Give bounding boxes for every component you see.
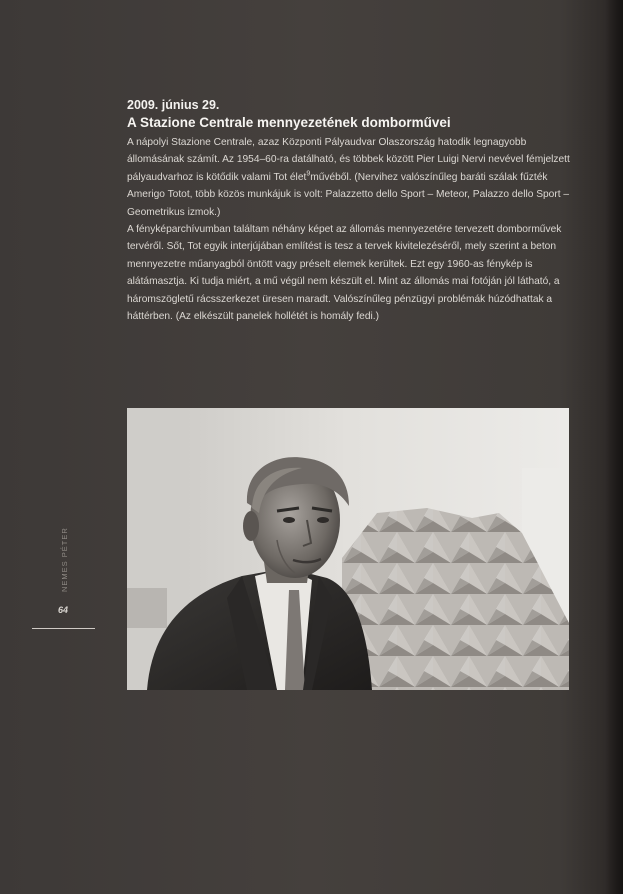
article-paragraph-2: A fényképarchívumban találtam néhány képet az állomás mennyezetére tervezett domborművek tervéről. Sőt, Tot egyik interjújában említést is tesz a tervek kivitelezéséről, mely szerint a beton mennyezetre műanyagból öntött vagy préselt elemek kerültek. Ezt egy 1960-as fénykép is alátámasztja. Ki tudja miért, a mű végül nem készült el. Mint az állomás mai fotóján jól látható, a háromszögletű rácsszerkezet üresen maradt. Valószínűleg pénzügyi problémák húzódhattak a háttérben. (Az elkészült panelek hollétét is homály fedi.) <box>127 224 562 323</box>
article-date: 2009. június 29. <box>127 98 220 112</box>
footnote-marker: 9 <box>306 170 311 178</box>
page-number-rule <box>32 628 95 629</box>
book-spine-shadow <box>605 0 623 894</box>
article-title: A Stazione Centrale mennyezetének domborművei <box>127 115 451 130</box>
archive-photo <box>127 408 569 690</box>
running-author-name: NEMES PÉTER <box>60 527 69 592</box>
paragraph-1-text-b: művéből. (Nervihez valószínűleg baráti szálak fűzték Amerigo Totot, több közös munkájuk is volt: Palazzetto dello Sport – Meteor, Palazzo dello Sport – Geometrikus izmok.) <box>127 171 570 218</box>
article <box>127 97 577 325</box>
paragraph-1-text-a: A nápolyi Stazione Centrale, azaz Központi Pályaudvar Olaszország hatodik legnagyobb állomásának számít. Az 1954–60-ra datálható, és többek között Pier Luigi Nervi nevével fémjelzett pályaudvarhoz is kötődik valami Tot élet <box>127 137 570 183</box>
photo-illustration <box>127 408 569 690</box>
article-paragraph-1 <box>127 134 577 221</box>
page-number: 64 <box>58 605 69 615</box>
